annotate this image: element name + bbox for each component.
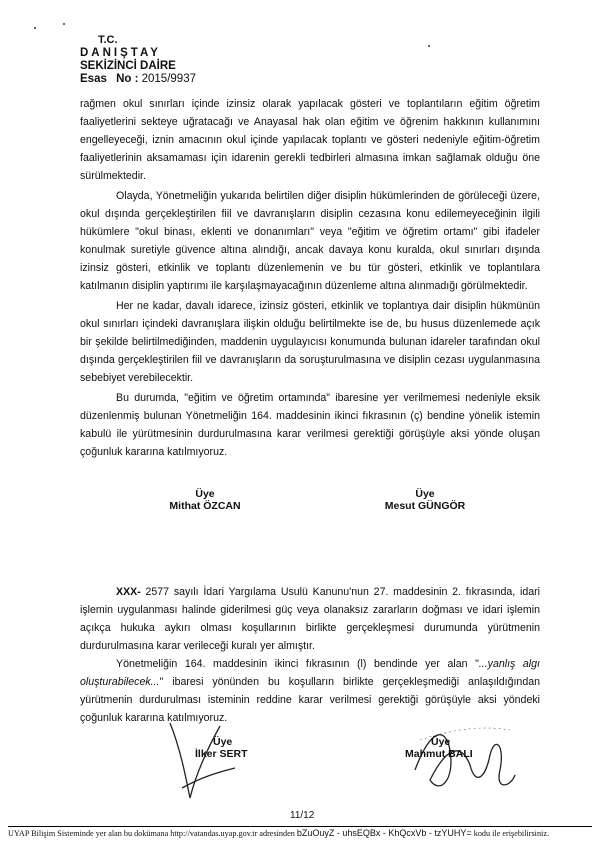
court-name: DANIŞTAY — [80, 47, 161, 59]
document-header — [80, 34, 196, 86]
signature-title: Üye — [431, 736, 451, 748]
main-body — [80, 95, 540, 463]
footer-text-start: UYAP Bilişim Sisteminde yer alan bu dokümana http://vatandas.uyap.gov.tr adresinden — [8, 829, 295, 838]
dissent-opinion — [80, 583, 540, 727]
scan-mark — [428, 45, 430, 47]
signature-title: Üye — [195, 488, 215, 500]
signature-title: Üye — [415, 488, 435, 500]
signature-name: Mesut GÜNGÖR — [384, 500, 466, 512]
tc-label: T.C. — [98, 34, 118, 46]
scan-mark — [34, 27, 36, 29]
uyap-footer — [8, 828, 598, 838]
footer-text-end: kodu ile erişebilirsiniz. — [473, 829, 549, 838]
signature-name: Mahmut BALI — [405, 748, 473, 760]
signature-block-gungor — [365, 488, 485, 512]
dissent-paragraph-1 — [80, 583, 540, 655]
dissent-text-2a: Yönetmeliğin 164. maddesinin ikinci fıkrasının (l) bendinde yer alan " — [116, 658, 479, 670]
signature-name: Mithat ÖZCAN — [169, 500, 241, 512]
chamber-name: SEKİZİNCİ DAİRE — [80, 60, 176, 72]
signature-title: Üye — [213, 736, 233, 748]
footer-divider — [8, 826, 592, 827]
case-number — [80, 73, 196, 86]
dissent-label: XXX- — [116, 586, 141, 598]
esas-no-label: No : — [116, 73, 139, 85]
scan-mark — [63, 23, 65, 25]
esas-number: 2015/9937 — [141, 73, 196, 85]
handwritten-signature-sert — [160, 718, 250, 808]
paragraph-4: Bu durumda, "eğitim ve öğretim ortamında" ibaresine yer verilmemesi nedeniyle eksik düzenlenmiş bulunan Yönetmeliğin 164. maddesinin ikinci fıkrasının (ç) bendine yönelik istemin kabulü ile yürütmesinin durdurulmasına karar verilmesi gerektiği görüşüyle aksi yönde oluşan çoğunluk kararına katılmıyoruz. — [80, 392, 540, 458]
paragraph-1: rağmen okul sınırları içinde izinsiz olarak yapılacak gösteri ve toplantıların eğitim öğretim faaliyetlerini sekteye uğratacağı ve Anayasal hak olan eğitim ve öğrenim hakkının kullanımını engelleyeceği, iznin amacının okul içinde yapılacak toplantı ve gösteri nedeniyle eğitim-öğretim faaliyetlerinin aksamaması için idarenin gerekli tedbirleri almasına imkan sağlamak olduğu öne sürülmektedir. — [80, 98, 540, 182]
paragraph-3: Her ne kadar, davalı idarece, izinsiz gösteri, etkinlik ve toplantıya dair disiplin hükmünün okul sınırları içindeki davranışlara ilişkin olduğu belirtilmekte ise de, bu husus düzenlemede açık bir şekilde belirtilmediğinden, maddenin uygulayıcısı konumunda bulunan idareler tarafından okul dışında gerçekleştirilen fiil ve davranışların da soruşturulmasına ve disiplin cezası uygulanmasına sebebiyet verebilecektir. — [80, 300, 540, 384]
paragraph-2: Olayda, Yönetmeliğin yukarıda belirtilen diğer disiplin hükümlerinden de görüleceği üzere, okul dışında gerçekleştirilen fiil ve davranışların disiplin cezasına konu edilemeyeceğinin ilgili hükümlere "okul binası, eklenti ve donanımları" veya "eğitim ve öğretim ortamı" gibi ifadeler konulmak suretiyle güvence altına alındığı, ancak davaya konu kuralda, okul sınırları dışında izinsiz gösteri, etkinlik ve toplantı düzenlemenin ve bu tür gösteri, etkinlik ve toplantılara katılmanın disiplin yaptırımı ile karşılaşmayacağının düzenleme altına alınmadığı görülmektedir. — [80, 190, 540, 292]
signature-block-bali — [405, 736, 505, 760]
signature-name: İlker SERT — [195, 748, 248, 760]
dissent-text-1: 2577 sayılı İdari Yargılama Usulü Kanunu'nun 27. maddesinin 2. fıkrasında, idari işlemin uygulanması halinde giderilmesi güç veya olanaksız zararların doğması ve idari işlemin açıkça hukuka aykırı olması koşullarının birlikte gerçekleşmesi durumunda yürütmenin durdurulmasına karar verileceği kuralı yer almıştır. — [80, 586, 540, 652]
dissent-text-2b: " ibaresi yönünden bu koşulların birlikte gerçekleşmediği anlaşıldığından yürütmenin durdurulması isteminin reddine karar verilmesi gerektiği görüşüyle aksi yöndeki çoğunluk kararına katılmıyoruz. — [80, 676, 540, 724]
esas-label: Esas — [80, 73, 107, 85]
dissent-quote: ...yanlış algı oluşturabilecek... — [80, 658, 540, 688]
signature-block-ozcan — [150, 488, 260, 512]
page-number: 11/12 — [290, 810, 315, 821]
verification-code: bZuOuyZ - uhsEQBx - KhQcxVb - tzYUHY= — [296, 828, 472, 838]
signature-block-sert — [195, 736, 275, 760]
